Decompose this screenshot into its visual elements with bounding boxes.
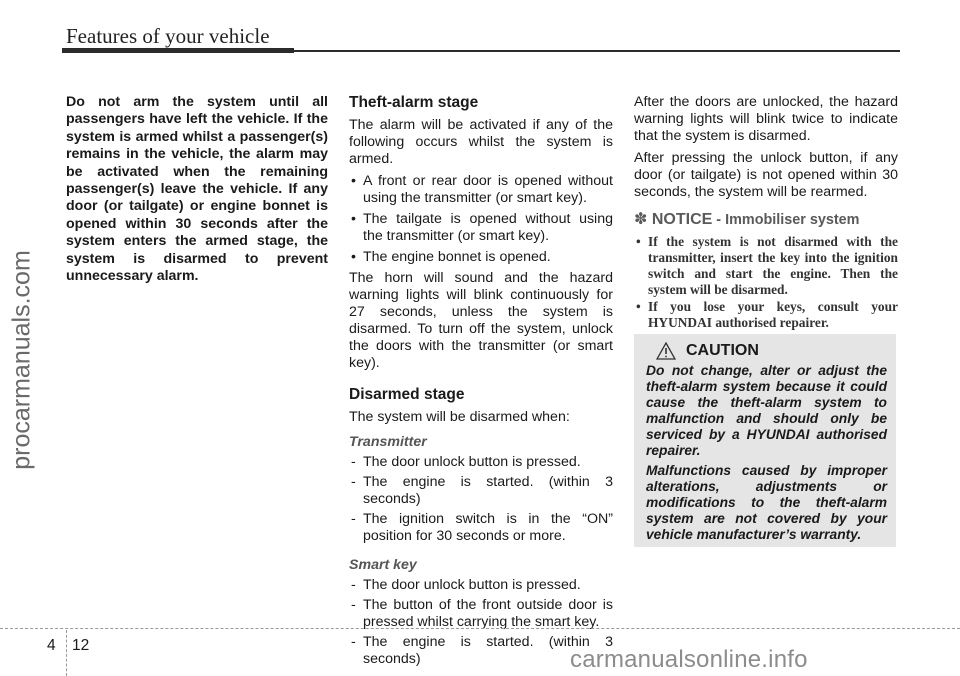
list-item: • The engine bonnet is opened.	[349, 249, 613, 266]
list-item: • If you lose your keys, consult your HYUNDAI authorised repairer.	[634, 299, 898, 331]
list-item: - The ignition switch is in the “ON” position for 30 seconds or more.	[349, 511, 613, 545]
warning-triangle-icon	[656, 342, 676, 360]
arming-warning: Do not arm the system until all passengers have left the vehicle. If the system is armed whilst a passenger(s) remains in the vehicle, the alarm may be activated when the remaining passenger(s) leave the vehicle. If any door (or tailgate) or engine bonnet is opened within 30 seconds after the system enters the armed stage, the system is disarmed to prevent unnecessary alarm.	[66, 94, 328, 285]
side-watermark: procarmanuals.com	[7, 250, 36, 470]
page-header-title: Features of your vehicle	[66, 24, 270, 48]
caution-text-1: Do not change, alter or adjust the theft-alarm system because it could cause the theft-alarm system to malfunction and should only be serviced by a HYUNDAI authorised repairer.	[646, 363, 887, 458]
column-left	[66, 94, 328, 285]
chapter-number: 4	[47, 637, 56, 654]
disarm-confirm-paragraph: After the doors are unlocked, the hazard warning lights will blink twice to indicate that the system is disarmed.	[634, 94, 898, 144]
transmitter-list	[349, 454, 613, 545]
disarmed-intro: The system will be disarmed when:	[349, 409, 570, 425]
list-item: • The tailgate is opened without using the transmitter (or smart key).	[349, 211, 613, 245]
notice-list	[634, 234, 898, 331]
theft-alarm-intro: The alarm will be activated if any of the following occurs whilst the system is armed.	[349, 117, 613, 167]
page-number: 12	[72, 637, 90, 654]
column-middle	[349, 94, 613, 671]
footer-watermark: carmanualsonline.info	[570, 646, 808, 673]
column-right	[634, 94, 898, 332]
list-item: - The engine is started. (within 3 seconds)	[349, 474, 613, 508]
notice-label: NOTICE	[651, 211, 713, 228]
list-item: - The button of the front outside door is pressed whilst carrying the smart key.	[349, 597, 613, 631]
rearm-paragraph: After pressing the unlock button, if any door (or tailgate) is not opened within 30 seconds, the system will be rearmed.	[634, 150, 898, 200]
caution-title: CAUTION	[686, 342, 759, 359]
list-item: - The door unlock button is pressed.	[349, 454, 613, 471]
smart-key-heading: Smart key	[349, 557, 417, 573]
footer-divider	[66, 630, 67, 676]
theft-alarm-bullets	[349, 173, 613, 266]
caution-box	[634, 334, 896, 547]
caution-text-2: Malfunctions caused by improper alterations, adjustments or modifications to the theft-alarm system are not covered by your vehicle manufacturer’s warranty.	[646, 463, 887, 542]
header-bar-accent	[62, 48, 294, 53]
list-item: - The door unlock button is pressed.	[349, 577, 613, 594]
notice-heading	[634, 211, 898, 229]
caution-header	[656, 342, 887, 360]
notice-subtitle: - Immobiliser system	[712, 212, 860, 228]
transmitter-heading: Transmitter	[349, 434, 427, 450]
list-item: • A front or rear door is opened without using the transmitter (or smart key).	[349, 173, 613, 207]
footer-rule	[0, 628, 960, 629]
header-rule	[294, 50, 900, 52]
theft-alarm-body: The horn will sound and the hazard warning lights will blink continuously for 27 seconds, unless the system is disarmed. To turn off the system, unlock the doors with the transmitter (or smart key).	[349, 270, 613, 371]
disarmed-heading: Disarmed stage	[349, 386, 465, 403]
list-item: - The engine is started. (within 3 seconds)	[349, 634, 613, 668]
notice-star-icon: ✽	[634, 211, 648, 228]
list-item: • If the system is not disarmed with the transmitter, insert the key into the ignition switch and start the engine. Then the system will be disarmed.	[634, 234, 898, 298]
theft-alarm-heading: Theft-alarm stage	[349, 94, 479, 111]
